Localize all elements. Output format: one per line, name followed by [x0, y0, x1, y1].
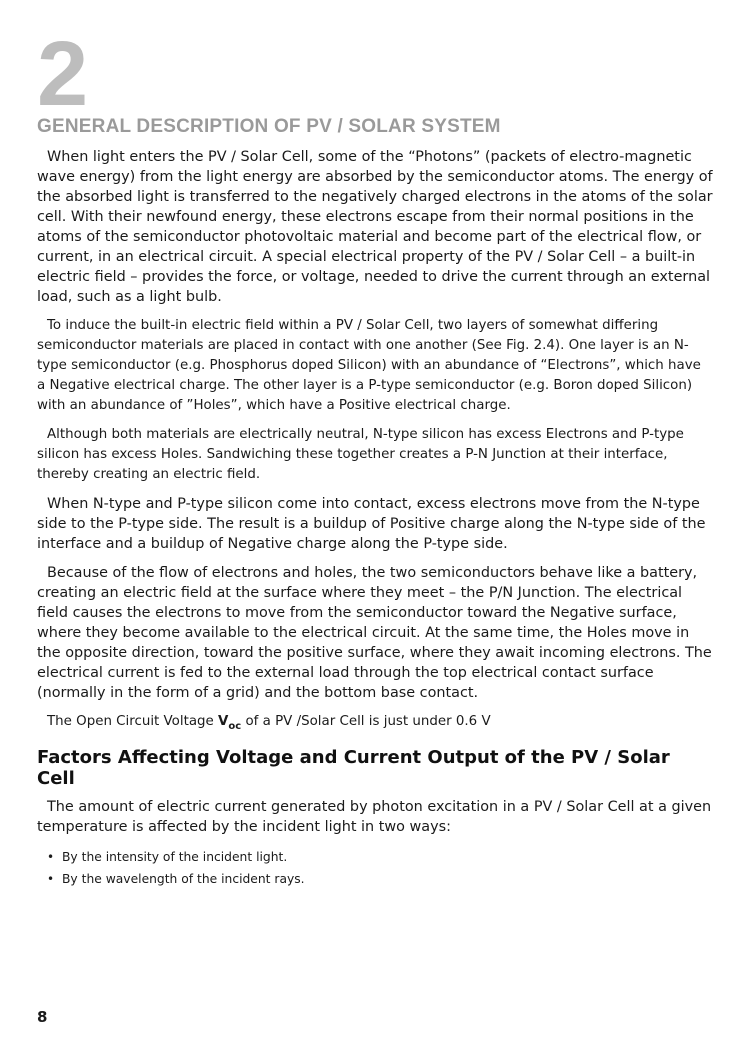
chapter-title: GENERAL DESCRIPTION OF PV / SOLAR SYSTEM [37, 116, 501, 137]
paragraph-neutral-materials: Although both materials are electrically neutral, N-type silicon has excess Electrons and P-type silicon has excess Holes. Sandwiching these together creates a P-N Junction at their interface, thereby creating an electric field. [37, 427, 684, 482]
voc-symbol [218, 714, 242, 732]
paragraph-contact: When N-type and P-type silicon come into contact, excess electrons move from the N-type side to the P-type side. The result is a buildup of Positive charge along the N-type side of the interface and a buildup of Negative charge along the P-type side. [37, 496, 706, 552]
chapter-number: 2 [37, 23, 86, 125]
voc-letter: V [218, 714, 229, 729]
paragraph-battery: Because of the flow of electrons and holes, the two semiconductors behave like a battery, creating an electric field at the surface where they meet – the P/N Junction. The electrical field causes the electrons to move from the semiconductor toward the Negative surface, where they become available to the electrical circuit. At the same time, the Holes move in the opposite direction, toward the positive surface, where they await incoming electrons. The electrical current is fed to the external load through the top electrical contact surface (normally in the form of a grid) and the bottom base contact. [37, 565, 712, 701]
voc-text-after: of a PV /Solar Cell is just under 0.6 V [241, 714, 491, 729]
bullet-list [37, 846, 713, 890]
page-number: 8 [37, 1008, 48, 1026]
paragraph-open-circuit-voltage [37, 712, 713, 737]
paragraph-built-in-field: To induce the built-in electric field within a PV / Solar Cell, two layers of somewhat differing semiconductor materials are placed in contact with one another (See Fig. 2.4). One layer is an N-type semiconductor (e.g. Phosphorus doped Silicon) with an abundance of “Electrons”, which have a Negative electrical charge. The other layer is a P-type semiconductor (e.g. Boron doped Silicon) with an abundance of ”Holes”, which have a Positive electrical charge. [37, 318, 701, 413]
list-item [37, 868, 713, 890]
section-intro: The amount of electric current generated by photon excitation in a PV / Solar Cell at a given temperature is affected by the incident light in two ways: [37, 799, 712, 835]
section-heading: Factors Affecting Voltage and Current Output of the PV / Solar Cell [37, 747, 670, 789]
bullet-text: By the intensity of the incident light. [62, 850, 288, 864]
voc-subscript: oc [228, 721, 242, 732]
voc-text-before: The Open Circuit Voltage [47, 714, 219, 729]
bullet-icon: • [47, 872, 55, 886]
bullet-text: By the wavelength of the incident rays. [62, 872, 305, 886]
page-content [37, 23, 713, 890]
list-item [37, 846, 713, 868]
bullet-icon: • [47, 850, 55, 864]
paragraph-photons: When light enters the PV / Solar Cell, some of the “Photons” (packets of electro-magnetic wave energy) from the light energy are absorbed by the semiconductor atoms. The energy of the absorbed light is transferred to the negatively charged electrons in the atoms of the solar cell. With their newfound energy, these electrons escape from their normal positions in the atoms of the semiconductor photovoltaic material and become part of the electrical flow, or current, in an electrical circuit. A special electrical property of the PV / Solar Cell – a built-in electric field – provides the force, or voltage, needed to drive the current through an external load, such as a light bulb. [37, 149, 713, 305]
